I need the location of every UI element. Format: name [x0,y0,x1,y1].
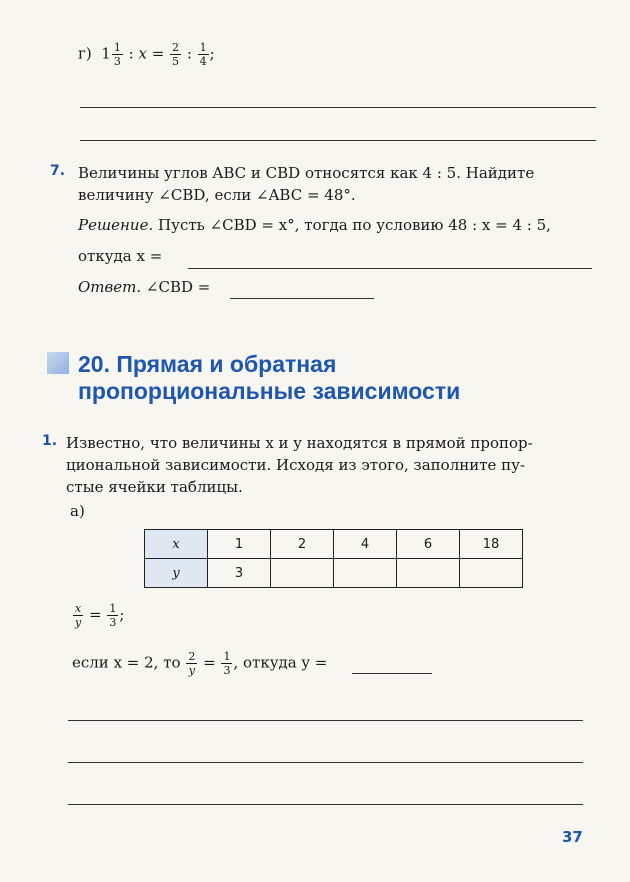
answer-line[interactable] [188,268,592,269]
solution-text: Пусть ∠CBD = x°, тогда по условию 48 : x = 4 : 5, [158,216,551,234]
value-table [144,529,523,588]
table-cell: 3 [208,559,271,588]
part-g-label: г) [78,44,92,63]
task-1-line-2: циональной зависимости. Исходя из этого, заполните пу- [66,456,526,474]
task-1-line-3: стые ячейки таблицы. [66,478,243,496]
op-divide-2: : [186,44,192,63]
table-row-x [145,530,523,559]
table-head-x: x [145,530,208,559]
table-row-y [145,559,523,588]
equals-sign: = [151,44,165,63]
task-1-text [66,432,596,498]
task-7-text [78,162,598,206]
ratio-fraction: $\frac{x}{y}$ [75,602,82,629]
answer-line[interactable] [352,673,432,674]
section-title-line-2: пропорциональные зависимости [78,378,461,404]
answer-text: ∠CBD = [145,278,211,296]
semicolon: ; [209,44,215,63]
var-x: x [138,44,147,63]
fraction-2: $\frac{2}{5}$ [172,41,180,68]
answer-line[interactable] [230,298,374,299]
section-title-line-1: 20. Прямая и обратная [78,351,337,377]
table-cell: 1 [208,530,271,559]
if-equation [72,651,327,676]
task-7-number: 7. [50,163,66,179]
whence-y-text: , откуда y = [233,653,328,672]
table-cell-empty[interactable] [271,559,334,588]
answer-line[interactable] [68,762,583,763]
part-g-equation [78,42,215,67]
table-head-y: y [145,559,208,588]
answer-label: Ответ. [78,278,142,296]
if-value: $\frac{1}{3}$ [223,650,231,677]
part-g-whole: 1 [101,44,111,63]
if-text: если x = 2, то [72,653,181,672]
task-1-number: 1. [42,433,58,449]
task-1-line-1: Известно, что величины x и y находятся в прямой пропор- [66,434,533,452]
table-cell: 2 [271,530,334,559]
task-1-sub-a: а) [70,502,85,520]
task-7-answer [78,276,210,298]
table-cell: 18 [460,530,523,559]
op-divide-1: : [128,44,134,63]
fraction-1: $\frac{1}{3}$ [113,41,121,68]
task-7-line-2: величину ∠CBD, если ∠ABC = 48°. [78,186,356,204]
ratio-equation [72,603,124,628]
fraction-3: $\frac{1}{4}$ [199,41,207,68]
equals-sign: = [203,653,216,672]
table-cell-empty[interactable] [397,559,460,588]
equals-sign: = [89,605,102,624]
task-7-solution [78,214,551,236]
section-title [78,351,460,405]
table-cell-empty[interactable] [334,559,397,588]
task-7-whence: откуда x = [78,247,163,265]
table-cell: 4 [334,530,397,559]
answer-line[interactable] [68,804,583,805]
table-cell-empty[interactable] [460,559,523,588]
section-square-icon [47,352,69,374]
page-number: 37 [562,828,583,846]
answer-line[interactable] [80,107,596,108]
if-fraction: $\frac{2}{y}$ [188,650,196,677]
solution-label: Решение. [78,216,154,234]
ratio-value: $\frac{1}{3}$ [109,602,117,629]
semicolon: ; [119,605,125,624]
table-cell: 6 [397,530,460,559]
answer-line[interactable] [80,140,596,141]
task-7-line-1: Величины углов ABC и CBD относятся как 4 : 5. Найдите [78,164,535,182]
answer-line[interactable] [68,720,583,721]
